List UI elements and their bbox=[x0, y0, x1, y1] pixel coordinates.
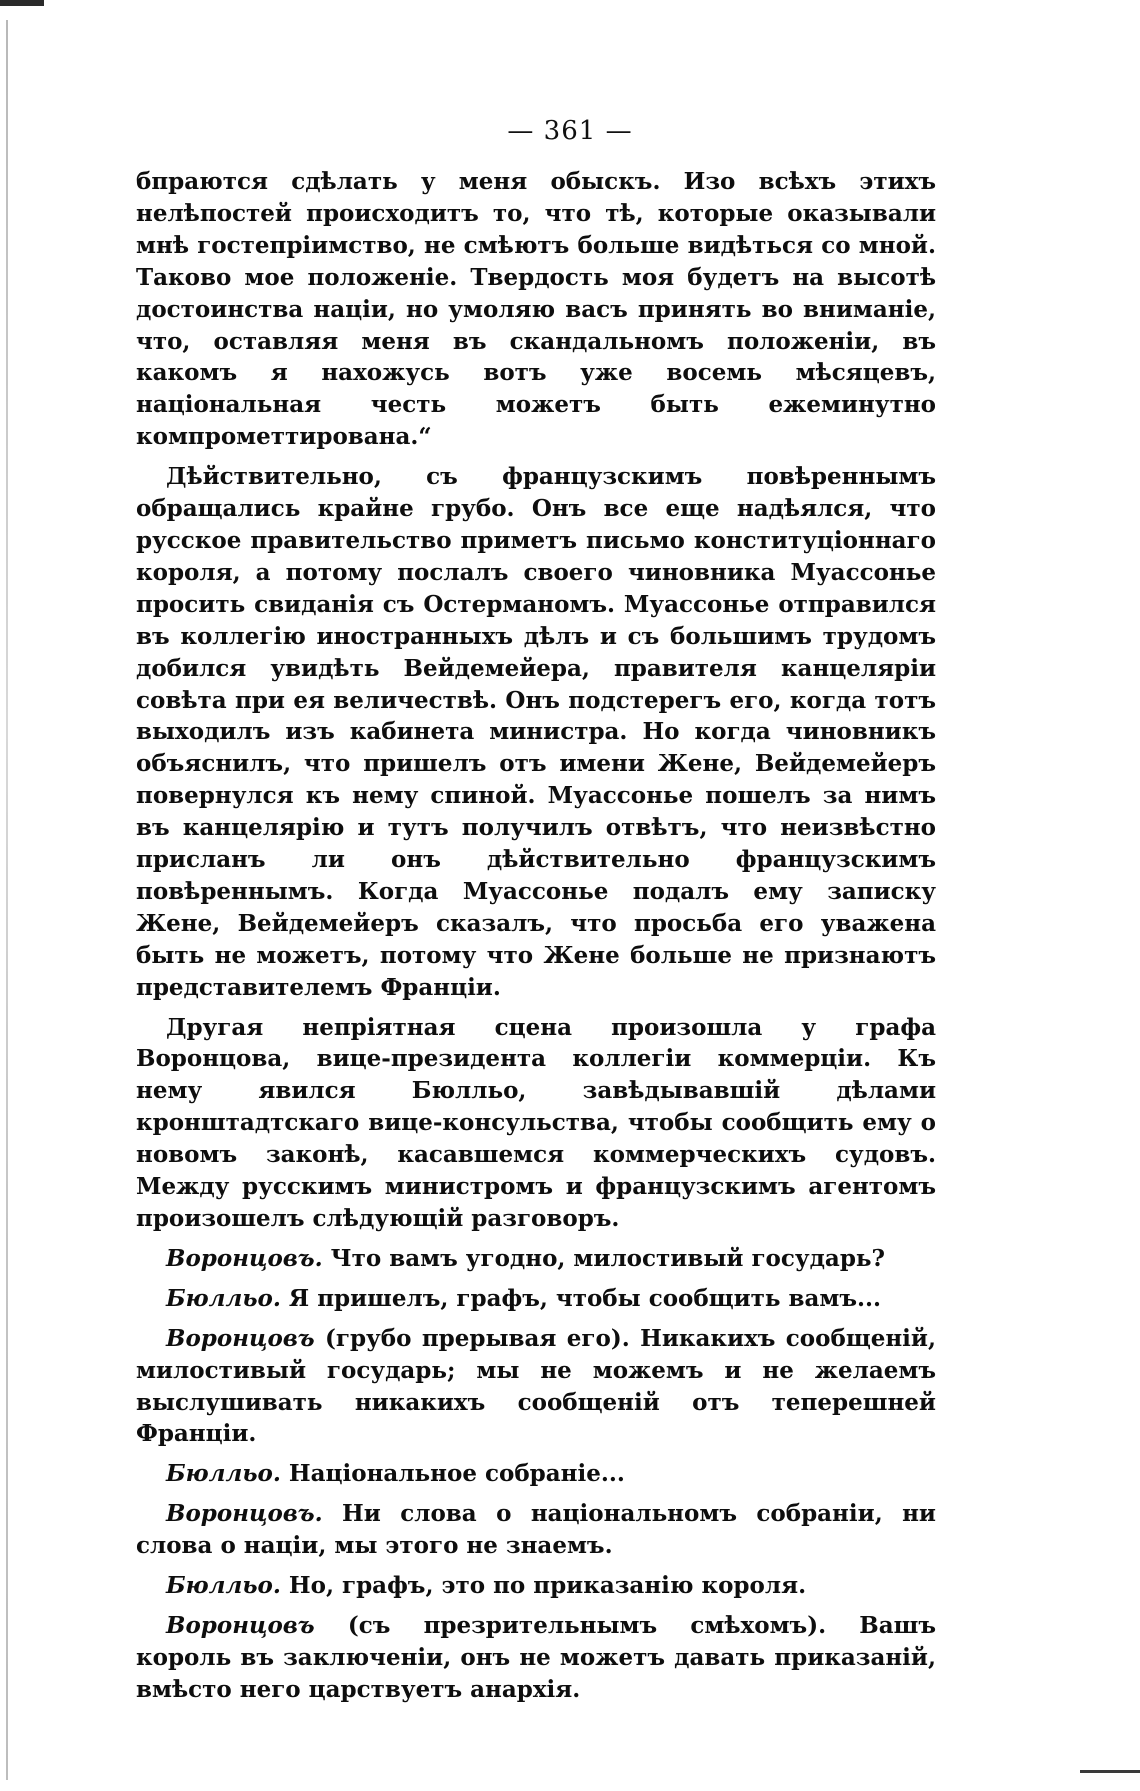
speaker-name: Воронцовъ. bbox=[166, 1244, 323, 1272]
speaker-name: Бюлльо. bbox=[166, 1284, 281, 1312]
dialogue-text: (съ презрительнымъ смѣхомъ). Вашъ король въ заключеніи, онъ не можетъ давать приказаній, вмѣсто него царствуетъ анархія. bbox=[136, 1611, 936, 1703]
dialogue-line-3 bbox=[136, 1323, 936, 1451]
speaker-name: Воронцовъ bbox=[166, 1324, 315, 1352]
speaker-name: Бюлльо. bbox=[166, 1460, 281, 1488]
dialogue-text: Я пришелъ, графъ, чтобы сообщить вамъ... bbox=[280, 1284, 882, 1312]
speaker-name: Воронцовъ bbox=[166, 1611, 315, 1639]
scan-artifact-bottom bbox=[1080, 1770, 1140, 1773]
scan-artifact-top bbox=[0, 0, 44, 6]
dialogue-text: Но, графъ, это по приказанію короля. bbox=[280, 1572, 807, 1600]
page-number: — 361 — bbox=[507, 116, 633, 146]
dialogue-text: (грубо прерывая его). Никакихъ сообщеній, милостивый государь; мы не можемъ и не желаемъ выслушивать никакихъ сообщеній отъ теперешней Франціи. bbox=[136, 1324, 936, 1448]
dialogue-line-7 bbox=[136, 1610, 936, 1706]
dialogue-line-6 bbox=[136, 1570, 936, 1602]
dialogue-line-5 bbox=[136, 1498, 936, 1562]
dialogue-line-1 bbox=[136, 1243, 936, 1275]
speaker-name: Воронцовъ. bbox=[166, 1500, 323, 1528]
body-text bbox=[136, 166, 936, 1714]
dialogue-line-4 bbox=[136, 1458, 936, 1490]
dialogue-text: Національное собраніе... bbox=[280, 1460, 625, 1488]
paragraph-1: бпраются сдѣлать у меня обыскъ. Изо всѣхъ этихъ нелѣпостей происходитъ то, что тѣ, которые оказывали мнѣ гостепріимство, не смѣютъ больше видѣться со мной. Таково мое положеніе. Твердость моя будетъ на высотѣ достоинства націи, но умоляю васъ принять во вниманіе, что, оставляя меня въ скандальномъ положеніи, въ какомъ я нахожусь вотъ уже восемь мѣсяцевъ, національная честь можетъ быть ежеминутно компрометтирована.“ bbox=[136, 168, 936, 451]
paragraph-2: Дѣйствительно, съ французскимъ повѣреннымъ обращались крайне грубо. Онъ все еще надѣялся, что русское правительство приметъ письмо конституціоннаго короля, а потому послалъ своего чиновника Муассонье просить свиданія съ Остерманомъ. Муассонье отправился въ коллегію иностранныхъ дѣлъ и съ большимъ трудомъ добился увидѣть Вейдемейера, правителя канцеляріи совѣта при ея величествѣ. Онъ подстерегъ его, когда тотъ выходилъ изъ кабинета министра. Но когда чиновникъ объяснилъ, что пришелъ отъ имени Жене, Вейдемейеръ повернулся къ нему спиной. Муассонье пошелъ за нимъ въ канцелярію и тутъ получилъ отвѣтъ, что неизвѣстно присланъ ли онъ дѣйствительно французскимъ повѣреннымъ. Когда Муассонье подалъ ему записку Жене, Вейдемейеръ сказалъ, что просьба его уважена быть не можетъ, потому что Жене больше не признаютъ представителемъ Франціи. bbox=[136, 463, 936, 1001]
scan-edge-line bbox=[6, 20, 8, 1780]
dialogue-line-2 bbox=[136, 1283, 936, 1315]
speaker-name: Бюлльо. bbox=[166, 1572, 281, 1600]
dialogue-text: Ни слова о національномъ собраніи, ни слова о націи, мы этого не знаемъ. bbox=[136, 1500, 936, 1560]
paragraph-3: Другая непріятная сцена произошла у графа Воронцова, вице-президента коллегіи коммерціи. Къ нему явился Бюлльо, завѣдывавшій дѣлами кронштадтскаго вице-консульства, чтобы сообщить ему о новомъ законѣ, касавшемся коммерческихъ судовъ. Между русскимъ министромъ и французскимъ агентомъ произошелъ слѣдующій разговоръ. bbox=[136, 1013, 936, 1232]
dialogue-text: Что вамъ угодно, милостивый государь? bbox=[322, 1244, 886, 1272]
